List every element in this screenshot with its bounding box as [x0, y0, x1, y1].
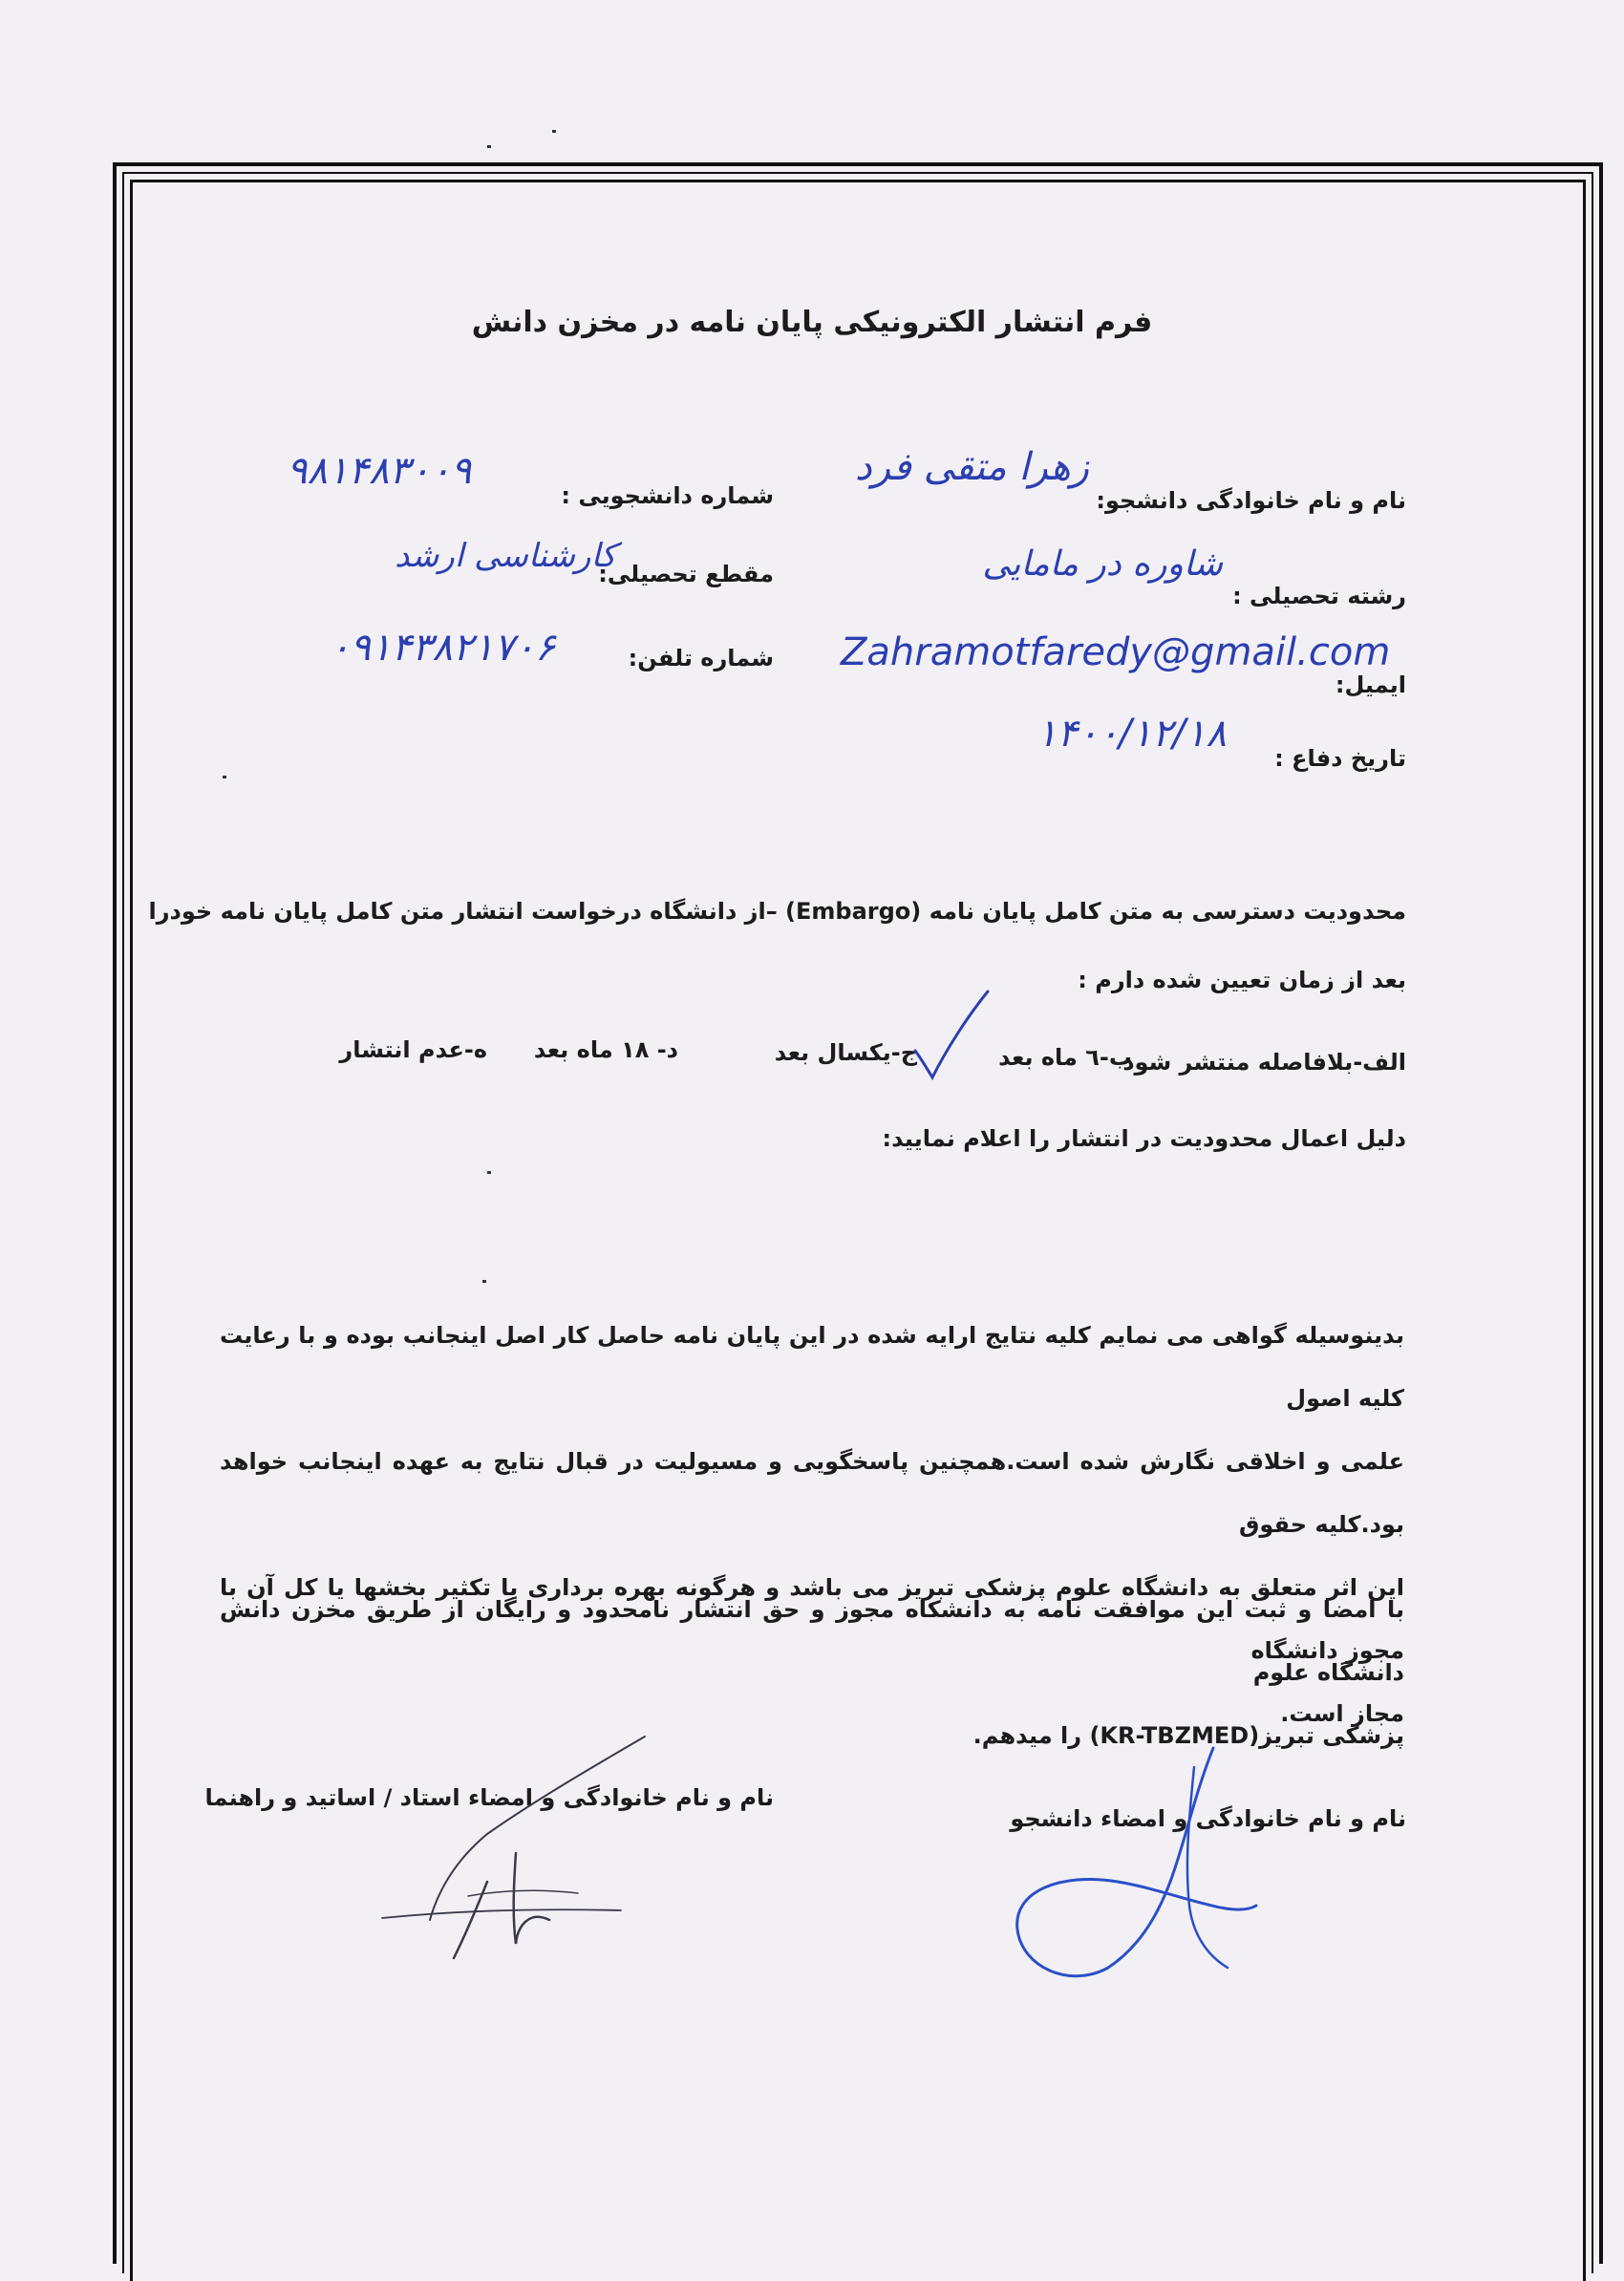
student-signature-label: نام و نام خانوادگی و امضاء دانشجو [1010, 1805, 1406, 1832]
embargo-option-18-months: د- ۱۸ ماه بعد [533, 1036, 678, 1063]
scan-speck [482, 1280, 486, 1283]
student-name-label: نام و نام خانوادگی دانشجو: [1096, 487, 1406, 514]
consent-line: با امضا و ثبت این موافقت نامه به دانشکاه مجوز و حق انتشار نامحدود و رایگان از طریق مخزن دانش دانشگاه علوم [220, 1596, 1404, 1686]
scan-speck [487, 145, 491, 148]
student-signature-icon [994, 1738, 1261, 2006]
major-value: شاوره در مامایی [982, 544, 1223, 584]
checkmark-icon [908, 984, 1003, 1089]
supervisor-signature-label: نام و نام خانوادگی و امضاء استاد / اساتید و راهنما [204, 1784, 774, 1811]
consent-line: پزشکی تبریز(KR-TBZMED) را میدهم. [972, 1722, 1404, 1749]
declaration-line: بدینوسیله گواهی می نمایم کلیه نتایج ارایه شده در این پایان نامه حاصل کار اصل اینجانب بوده و با رعایت کلیه اصول [220, 1322, 1404, 1412]
email-label: ایمیل: [1335, 672, 1406, 698]
scan-speck [552, 130, 556, 133]
student-id-label: شماره دانشجویی : [561, 482, 774, 509]
phone-value: ۰۹۱۴۳۸۲۱۷۰۶ [330, 626, 556, 670]
supervisor-signature-icon [373, 1729, 659, 1968]
embargo-option-immediate: الف-بلافاصله منتشر شود [1122, 1049, 1406, 1076]
student-name-value: زهرا متقی فرد [854, 445, 1089, 489]
scan-speck [223, 776, 226, 778]
declaration-line: این اثر متعلق به دانشگاه علوم پزشکی تبریز می باشد و هرگونه بهره برداری یا تکثیر بخشها یا کل آن با مجوز دانشگاه [220, 1574, 1404, 1664]
major-label: رشته تحصیلی : [1232, 583, 1406, 609]
defense-date-value: ۱۴۰۰/۱۲/۱۸ [1036, 712, 1227, 756]
embargo-reason-label: دلیل اعمال محدودیت در انتشار را اعلام نمایید: [882, 1125, 1406, 1152]
embargo-option-1-year: ج-یکسال بعد [774, 1039, 917, 1066]
scan-speck [487, 1171, 491, 1174]
declaration-line: علمی و اخلاقی نگارش شده است.همچنین پاسخگویی و مسیولیت در قبال نتایج به عهده اینجانب خواهد بود.کلیه حقوق [220, 1448, 1404, 1538]
phone-label: شماره تلفن: [628, 645, 774, 672]
embargo-option-no-publish: ه-عدم انتشار [339, 1036, 487, 1063]
declaration-line: مجاز است. [1280, 1700, 1404, 1727]
embargo-option-6-months: ب-٦ ماه بعد [998, 1044, 1132, 1071]
defense-date-label: تاریخ دفاع : [1274, 745, 1406, 772]
embargo-text-line2: بعد از زمان تعیین شده دارم : [1078, 967, 1406, 993]
student-id-value: ۹۸۱۴۸۳۰۰۹ [287, 449, 472, 493]
degree-value: کارشناسی ارشد [395, 537, 616, 575]
email-value: Zahramotfaredy@gmail.com [841, 630, 1391, 674]
form-title: فرم انتشار الکترونیکی پایان نامه در مخزن دانش [471, 306, 1153, 339]
embargo-text-line1: محدودیت دسترسی به متن کامل پایان نامه (Embargo) –از دانشگاه درخواست انتشار متن کامل پایان نامه خودرا [148, 898, 1406, 925]
degree-label: مقطع تحصیلی: [598, 561, 774, 587]
